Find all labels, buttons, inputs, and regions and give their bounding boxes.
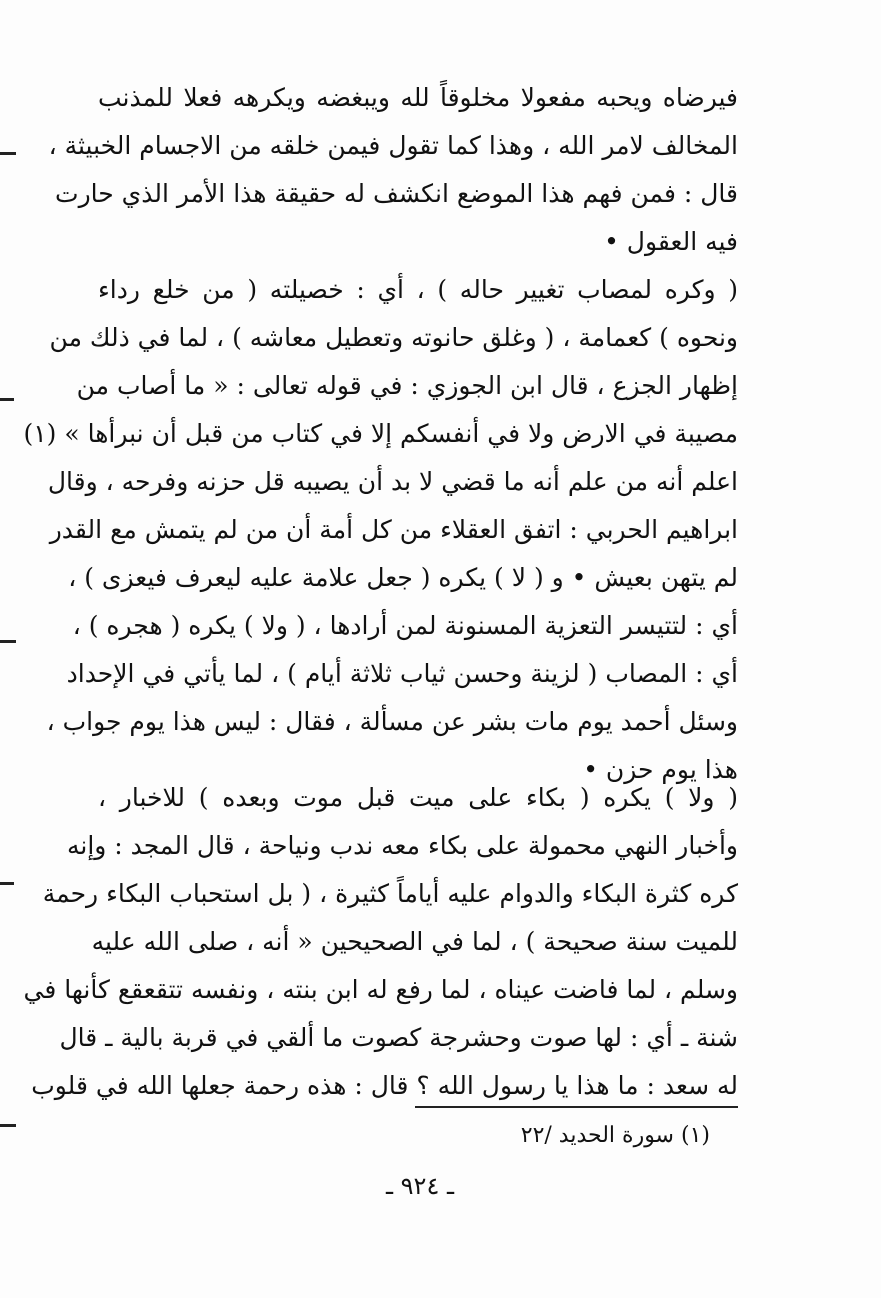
text-line: ابراهيم الحربي : اتفق العقلاء من كل أمة أن من لم يتمش مع القدر bbox=[49, 515, 738, 544]
text-line: له سعد : ما هذا يا رسول الله ؟ قال : هذه رحمة جعلها الله في قلوب bbox=[31, 1071, 738, 1100]
text-line: فيرضاه ويحبه مفعولا مخلوقاً لله ويبغضه ويكرهه فعلا للمذنب bbox=[98, 83, 738, 112]
text-line: مصيبة في الارض ولا في أنفسكم إلا في كتاب من قبل أن نبرأها » (١) bbox=[23, 419, 738, 448]
paragraph-3 bbox=[23, 774, 738, 1110]
margin-mark bbox=[0, 882, 14, 885]
text-line: كره كثرة البكاء والدوام عليه أياماً كثيرة ، ( بل استحباب البكاء رحمة bbox=[42, 879, 738, 908]
margin-mark bbox=[0, 152, 16, 155]
text-line: لم يتهن بعيش • و ( لا ) يكره ( جعل علامة عليه ليعرف فيعزى ) ، bbox=[68, 563, 738, 592]
page-number: ـ ٩٢٤ ـ bbox=[385, 1172, 454, 1200]
text-line: المخالف لامر الله ، وهذا كما تقول فيمن خلقه من الاجسام الخبيثة ، bbox=[48, 131, 738, 160]
text-line: قال : فمن فهم هذا الموضع انكشف له حقيقة هذا الأمر الذي حارت bbox=[55, 179, 738, 208]
footnote-divider bbox=[415, 1106, 738, 1108]
text-line: اعلم أنه من علم أنه ما قضي لا بد أن يصيبه قل حزنه وفرحه ، وقال bbox=[47, 467, 738, 496]
paragraph-2 bbox=[23, 266, 738, 794]
text-line: ( وكره لمصاب تغيير حاله ) ، أي : خصيلته ( من خلع رداء bbox=[98, 275, 738, 304]
text-line: هذا يوم حزن • bbox=[583, 755, 738, 784]
paragraph-1 bbox=[48, 74, 738, 266]
margin-mark bbox=[0, 398, 14, 401]
text-line: وسلم ، لما فاضت عيناه ، لما رفع له ابن بنته ، ونفسه تتقعقع كأنها في bbox=[23, 975, 738, 1004]
margin-mark bbox=[0, 640, 16, 643]
text-line: ( ولا ) يكره ( بكاء على ميت قبل موت وبعده ) للاخبار ، bbox=[98, 783, 738, 812]
text-line: أي : لتتيسر التعزية المسنونة لمن أرادها ، ( ولا ) يكره ( هجره ) ، bbox=[72, 611, 738, 640]
margin-mark bbox=[0, 1124, 16, 1127]
text-line: وسئل أحمد يوم مات بشر عن مسألة ، فقال : ليس هذا يوم جواب ، bbox=[46, 707, 738, 736]
text-line: للميت سنة صحيحة ) ، لما في الصحيحين « أنه ، صلى الله عليه bbox=[91, 927, 738, 956]
text-line: أي : المصاب ( لزينة وحسن ثياب ثلاثة أيام ) ، لما يأتي في الإحداد bbox=[66, 659, 738, 688]
text-line: ونحوه ) كعمامة ، ( وغلق حانوته وتعطيل معاشه ) ، لما في ذلك من bbox=[49, 323, 738, 352]
text-line: فيه العقول • bbox=[604, 227, 738, 256]
footnote: (١) سورة الحديد /٢٢ bbox=[520, 1123, 710, 1148]
text-line: شنة ـ أي : لها صوت وحشرجة كصوت ما ألقي في قربة بالية ـ قال bbox=[59, 1023, 738, 1052]
text-line: إظهار الجزع ، قال ابن الجوزي : في قوله تعالى : « ما أصاب من bbox=[76, 371, 738, 400]
text-line: وأخبار النهي محمولة على بكاء معه ندب ونياحة ، قال المجد : وإنه bbox=[66, 831, 738, 860]
